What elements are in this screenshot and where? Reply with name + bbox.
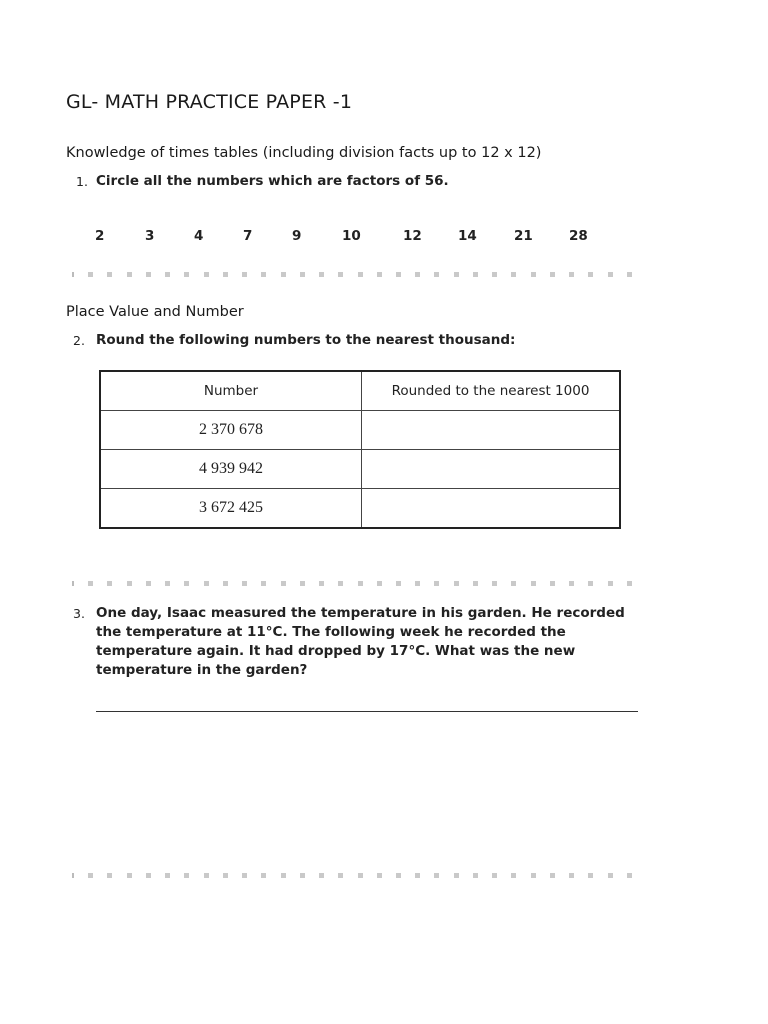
factor-option[interactable]: 3 (145, 228, 155, 244)
factor-option[interactable]: 12 (403, 228, 422, 244)
table-header-row (100, 371, 620, 411)
number-cell: 2 370 678 (100, 411, 362, 450)
section-separator (72, 272, 632, 277)
question-text: Round the following numbers to the nearest thousand: (96, 332, 516, 348)
answer-cell[interactable] (362, 489, 621, 529)
section-separator (72, 581, 632, 586)
rounding-table (99, 370, 621, 529)
answer-cell[interactable] (362, 411, 621, 450)
column-header: Number (100, 371, 362, 411)
page-title: GL- MATH PRACTICE PAPER -1 (66, 91, 353, 113)
question-number: 2. (73, 333, 85, 348)
factor-option[interactable]: 10 (342, 228, 361, 244)
factor-option[interactable]: 21 (514, 228, 533, 244)
factor-option[interactable]: 28 (569, 228, 588, 244)
factor-option[interactable]: 2 (95, 228, 105, 244)
answer-cell[interactable] (362, 450, 621, 489)
factor-option[interactable]: 4 (194, 228, 204, 244)
table-row (100, 450, 620, 489)
question-text: Circle all the numbers which are factors of 56. (96, 173, 449, 189)
table-row (100, 411, 620, 450)
factor-option[interactable]: 9 (292, 228, 302, 244)
factor-option[interactable]: 7 (243, 228, 253, 244)
factor-option[interactable]: 14 (458, 228, 477, 244)
question-number: 3. (73, 606, 85, 621)
column-header: Rounded to the nearest 1000 (362, 371, 621, 411)
number-cell: 3 672 425 (100, 489, 362, 529)
answer-line[interactable] (96, 711, 638, 712)
table-row (100, 489, 620, 529)
section-heading-times-tables: Knowledge of times tables (including division facts up to 12 x 12) (66, 145, 542, 161)
section-separator (72, 873, 632, 878)
number-cell: 4 939 942 (100, 450, 362, 489)
section-heading-place-value: Place Value and Number (66, 304, 244, 320)
question-text: One day, Isaac measured the temperature in his garden. He recorded the temperature at 11°C. The following week he recorded the temperature again. It had dropped by 17°C. What was the new temperature in the garden? (96, 605, 625, 678)
question-number: 1. (76, 174, 88, 189)
